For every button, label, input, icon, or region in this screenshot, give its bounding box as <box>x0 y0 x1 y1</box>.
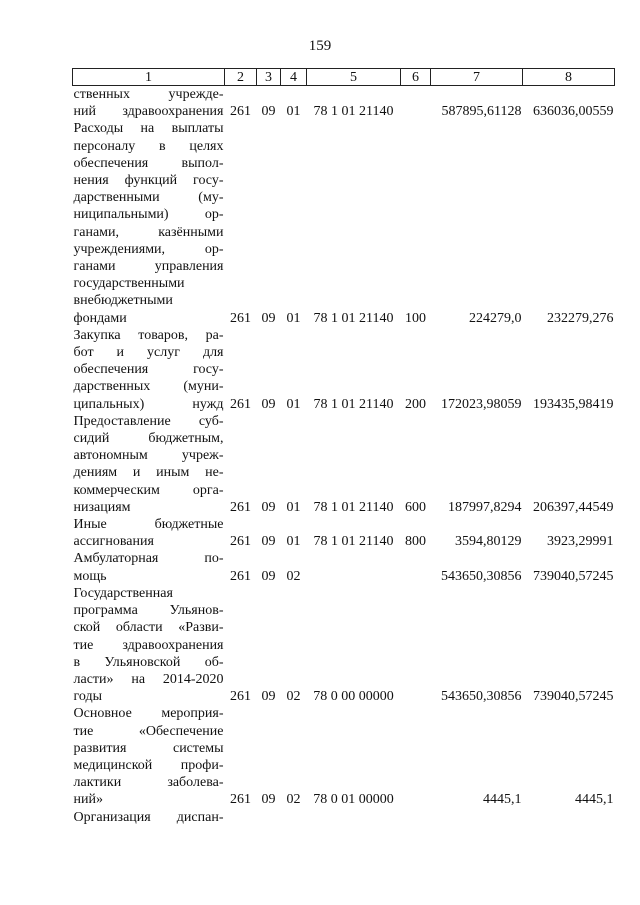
description-line: Организация диспан- <box>73 809 224 825</box>
row-description <box>73 413 225 516</box>
column-header-2: 2 <box>225 69 257 86</box>
cell-amount-year-2 <box>523 809 615 826</box>
description-line: Предоставление суб- <box>73 413 224 429</box>
description-line: мощь <box>73 568 107 584</box>
cell-amount-year-1: 587895,61128 <box>441 104 522 120</box>
cell-subsection: 01 <box>286 396 301 412</box>
description-line: лактики заболева- <box>73 775 224 791</box>
cell-subsection: 01 <box>286 534 301 550</box>
table-row <box>73 120 615 326</box>
cell-amount-year-2: 3923,29991 <box>547 534 614 550</box>
cell-admin-code: 261 <box>230 534 251 550</box>
description-line: тие здравоохранения <box>73 637 224 653</box>
description-line: тие «Обеспечение <box>73 723 224 739</box>
description-line: медицинской профи- <box>73 757 224 773</box>
description-line: годы <box>73 689 103 705</box>
cell-section: 09 <box>261 104 276 120</box>
cell-admin-code: 261 <box>230 104 251 120</box>
cell-amount-year-1 <box>431 809 523 826</box>
column-header-3: 3 <box>257 69 281 86</box>
column-header-8: 8 <box>523 69 615 86</box>
table-row <box>73 585 615 705</box>
cell-amount-year-1: 3594,80129 <box>455 534 522 550</box>
description-line: нения функций госу- <box>73 173 224 189</box>
cell-section: 09 <box>261 310 276 326</box>
description-line: Амбулаторная по- <box>73 551 224 567</box>
cell-expense-type <box>401 86 431 121</box>
cell-expense-type: 100 <box>405 310 426 326</box>
description-line: ниципальными) ор- <box>73 207 224 223</box>
row-description <box>73 550 225 584</box>
description-line: ассигнования <box>73 534 154 550</box>
description-line: бот и услуг для <box>73 345 224 361</box>
cell-subsection: 01 <box>286 104 301 120</box>
cell-target-article <box>307 809 401 826</box>
cell-amount-year-2: 636036,00559 <box>533 104 614 120</box>
description-line: Закупка товаров, ра- <box>73 327 224 343</box>
table-row <box>73 413 615 516</box>
description-line: фондами <box>73 310 127 326</box>
cell-section <box>257 809 281 826</box>
table-row <box>73 516 615 550</box>
cell-amount-year-1: 224279,0 <box>469 310 522 326</box>
column-header-6: 6 <box>401 69 431 86</box>
column-header-4: 4 <box>281 69 307 86</box>
description-line: дарственными (му- <box>73 190 224 206</box>
row-description <box>73 120 225 326</box>
description-line: сидий бюджетным, <box>73 431 224 447</box>
description-line: Основное мероприя- <box>73 706 224 722</box>
table-body <box>73 86 615 826</box>
cell-section: 09 <box>261 499 276 515</box>
row-description <box>73 585 225 705</box>
cell-admin-code: 261 <box>230 310 251 326</box>
row-description <box>73 705 225 808</box>
cell-admin-code <box>225 809 257 826</box>
cell-target-article: 78 0 00 00000 <box>313 689 394 705</box>
cell-section: 09 <box>261 792 276 808</box>
cell-target-article <box>307 550 401 584</box>
cell-target-article: 78 1 01 21140 <box>313 534 394 550</box>
cell-subsection: 01 <box>286 499 301 515</box>
cell-admin-code: 261 <box>230 792 251 808</box>
cell-amount-year-2: 739040,57245 <box>533 689 614 705</box>
cell-admin-code: 261 <box>230 499 251 515</box>
description-line: развития системы <box>73 740 224 756</box>
description-line: программа Ульянов- <box>73 603 224 619</box>
cell-admin-code: 261 <box>230 568 251 584</box>
description-line: Иные бюджетные <box>73 517 224 533</box>
cell-subsection: 01 <box>286 310 301 326</box>
cell-section: 09 <box>261 568 276 584</box>
description-line: ственных учрежде- <box>73 87 224 102</box>
description-line: ципальных) нужд <box>73 396 224 412</box>
cell-expense-type: 800 <box>405 534 426 550</box>
description-line: ганами управления <box>73 259 224 275</box>
header-row <box>73 69 615 86</box>
column-header-1: 1 <box>73 69 225 86</box>
description-line: государственными <box>73 276 185 292</box>
description-line: обеспечения выпол- <box>73 155 224 171</box>
cell-admin-code: 261 <box>230 689 251 705</box>
cell-target-article: 78 1 01 21140 <box>313 310 394 326</box>
cell-amount-year-1: 4445,1 <box>483 792 522 808</box>
description-line: учреждениями, ор- <box>73 241 224 257</box>
column-header-5: 5 <box>307 69 401 86</box>
cell-expense-type: 200 <box>405 396 426 412</box>
cell-amount-year-2: 193435,98419 <box>533 396 614 412</box>
description-line: Расходы на выплаты <box>73 121 224 137</box>
cell-target-article: 78 1 01 21140 <box>313 396 394 412</box>
table-row <box>73 809 615 826</box>
description-line: коммерческим орга- <box>73 482 224 498</box>
cell-subsection: 02 <box>286 792 301 808</box>
cell-subsection <box>281 809 307 826</box>
row-description <box>73 86 225 121</box>
description-line: низациям <box>73 499 131 515</box>
description-line: ний» <box>73 792 103 808</box>
cell-amount-year-2: 206397,44549 <box>533 499 614 515</box>
row-description <box>73 516 225 550</box>
description-line: дарственных (муни- <box>73 379 224 395</box>
cell-section: 09 <box>261 396 276 412</box>
cell-section: 09 <box>261 689 276 705</box>
cell-expense-type <box>401 585 431 705</box>
cell-expense-type <box>401 705 431 808</box>
cell-expense-type: 600 <box>405 499 426 515</box>
cell-expense-type <box>401 550 431 584</box>
description-line: персоналу в целях <box>73 138 224 154</box>
description-line: ний здравоохранения <box>73 104 224 120</box>
cell-subsection: 02 <box>286 689 301 705</box>
page-number: 159 <box>308 38 332 54</box>
cell-target-article: 78 1 01 21140 <box>313 104 394 120</box>
row-description <box>73 809 225 826</box>
table-row <box>73 550 615 584</box>
table-row <box>73 327 615 413</box>
description-line: Государственная <box>73 585 173 601</box>
cell-target-article: 78 0 01 00000 <box>313 792 394 808</box>
description-line: ласти» на 2014-2020 <box>73 671 224 687</box>
cell-expense-type <box>401 809 431 826</box>
cell-amount-year-1: 172023,98059 <box>441 396 522 412</box>
column-header-7: 7 <box>431 69 523 86</box>
cell-amount-year-2: 739040,57245 <box>533 568 614 584</box>
description-line: в Ульяновской об- <box>73 654 224 670</box>
cell-section: 09 <box>261 534 276 550</box>
cell-amount-year-1: 187997,8294 <box>448 499 522 515</box>
budget-table <box>72 68 615 826</box>
cell-amount-year-1: 543650,30856 <box>441 689 522 705</box>
cell-admin-code: 261 <box>230 396 251 412</box>
table-row <box>73 705 615 808</box>
description-line: ганами, казёнными <box>73 224 224 240</box>
cell-target-article: 78 1 01 21140 <box>313 499 394 515</box>
description-line: внебюджетными <box>73 293 173 309</box>
cell-subsection: 02 <box>286 568 301 584</box>
cell-amount-year-2: 232279,276 <box>547 310 614 326</box>
description-line: дениям и иным не- <box>73 465 224 481</box>
description-line: обеспечения госу- <box>73 362 224 378</box>
description-line: ской области «Разви- <box>73 620 224 636</box>
row-description <box>73 327 225 413</box>
cell-amount-year-2: 4445,1 <box>575 792 614 808</box>
cell-amount-year-1: 543650,30856 <box>441 568 522 584</box>
description-line: автономным учреж- <box>73 448 224 464</box>
table-row <box>73 86 615 121</box>
